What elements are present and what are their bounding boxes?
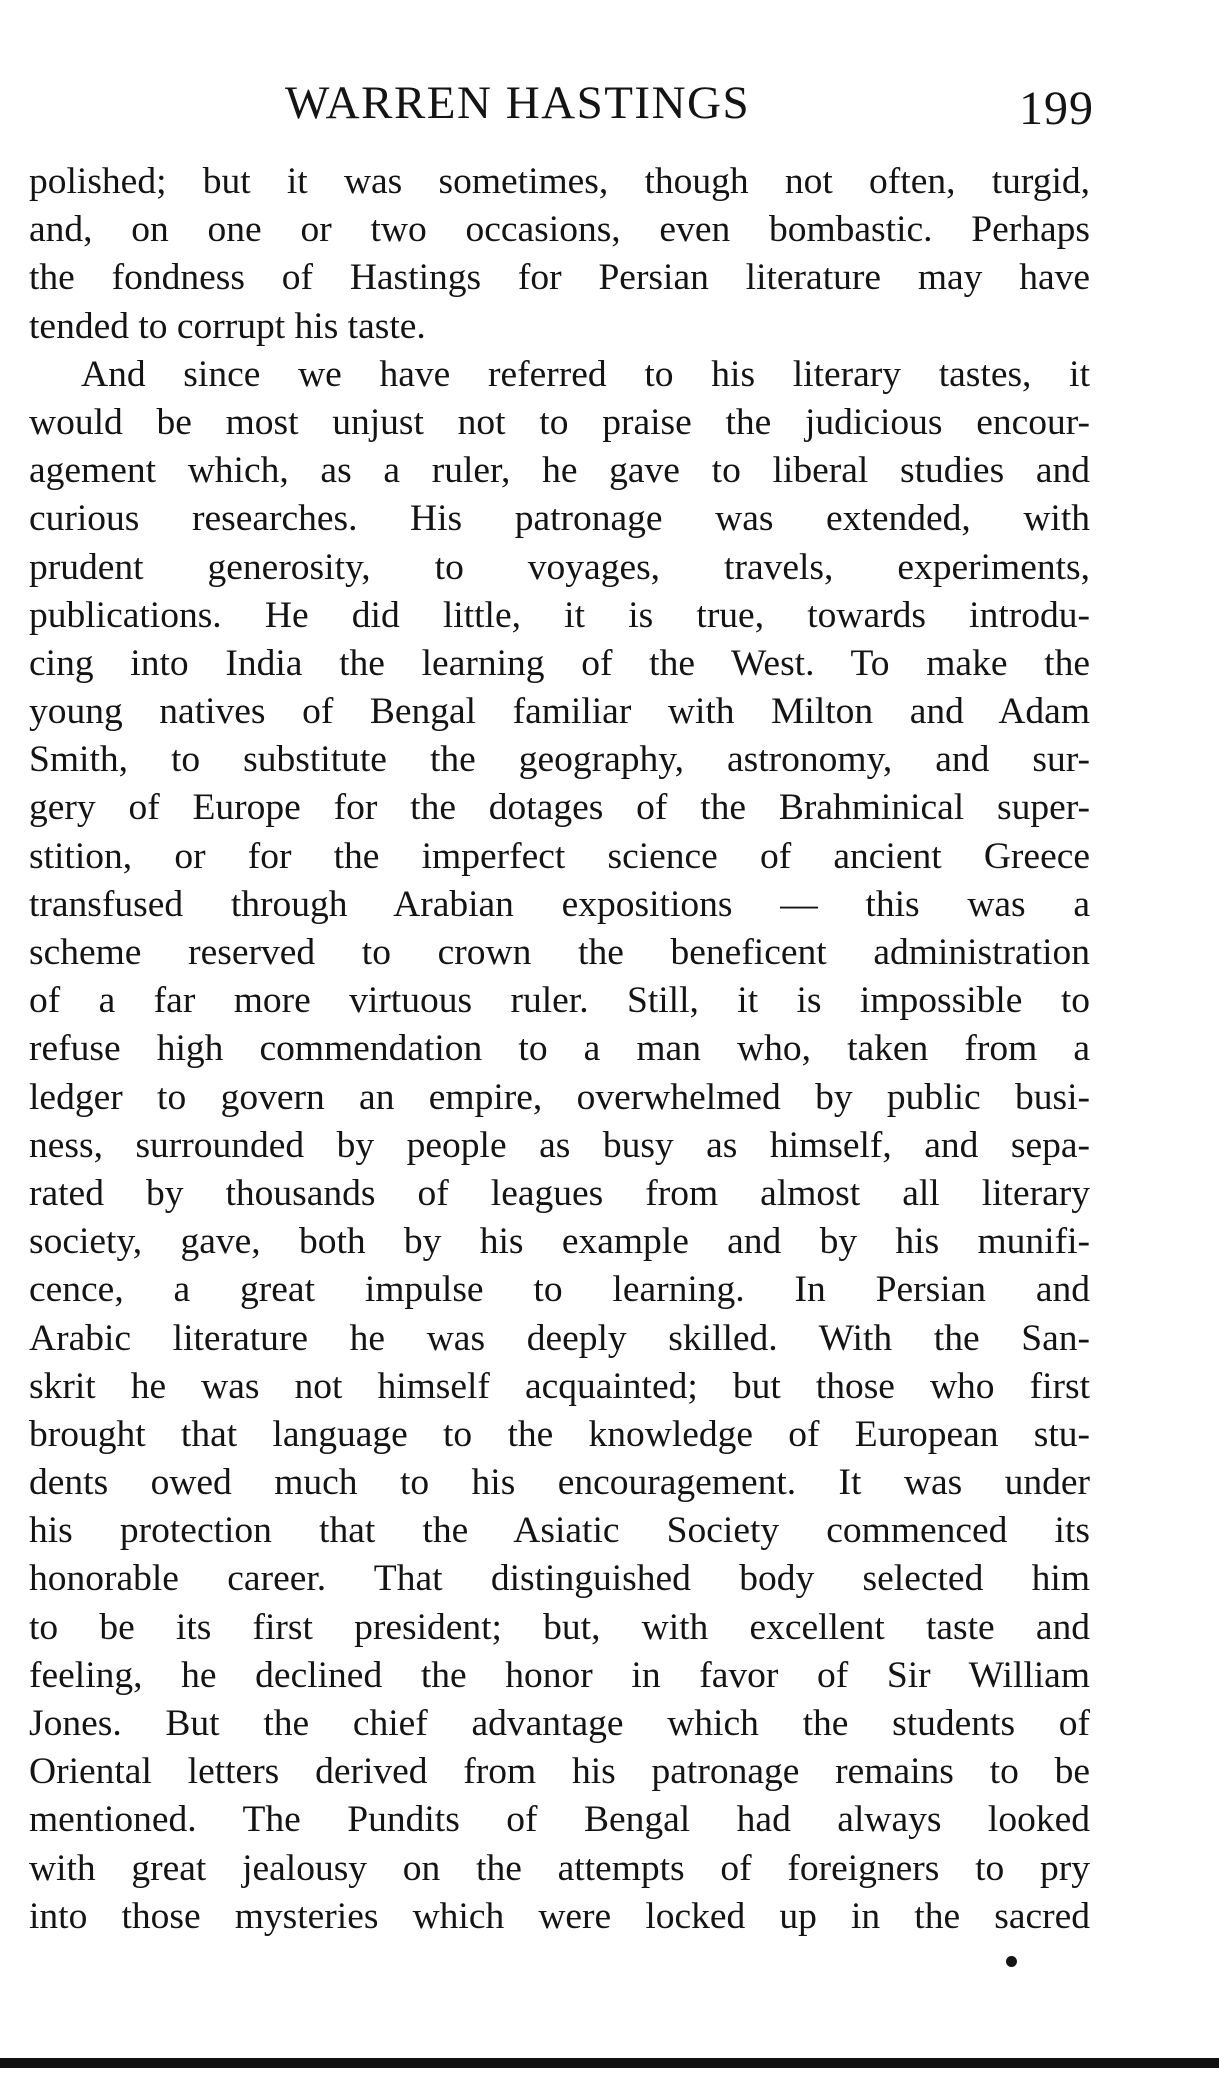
text-line: to be its first president; but, with excellent taste and [29, 1606, 1090, 1648]
text-line: Arabic literature he was deeply skilled. With the San- [29, 1317, 1090, 1359]
text-line: curious researches. His patronage was extended, with [29, 498, 1090, 540]
text-line: skrit he was not himself acquainted; but those who first [29, 1365, 1090, 1407]
text-line: transfused through Arabian expositions — this was a [29, 883, 1090, 925]
text-line: publications. He did little, it is true, towards introdu- [29, 594, 1090, 636]
text-line: his protection that the Asiatic Society commenced its [29, 1510, 1090, 1552]
paragraph-1 [29, 158, 1090, 351]
running-head: WARREN HASTINGS [285, 77, 751, 129]
text-line: Jones. But the chief advantage which the students of [29, 1703, 1090, 1744]
text-line: into those mysteries which were locked up in the sacred [29, 1895, 1090, 1937]
body-text [29, 158, 1090, 1941]
text-line: And since we have referred to his literary tastes, it [81, 353, 1090, 395]
text-line: gery of Europe for the dotages of the Brahminical super- [29, 787, 1090, 829]
text-line: prudent generosity, to voyages, travels, experiments, [29, 546, 1090, 588]
text-line: society, gave, both by his example and by his munifi- [29, 1221, 1090, 1263]
text-line: the fondness of Hastings for Persian literature may have [29, 257, 1090, 299]
text-line: refuse high commendation to a man who, taken from a [29, 1028, 1090, 1070]
page-number: 199 [1019, 82, 1094, 135]
bottom-rule [0, 2058, 1219, 2068]
text-line: young natives of Bengal familiar with Milton and Adam [29, 691, 1090, 733]
text-line: rated by thousands of leagues from almost all literary [29, 1172, 1090, 1214]
text-line: and, on one or two occasions, even bombastic. Perhaps [29, 209, 1090, 251]
page-header [0, 68, 1219, 138]
text-line: of a far more virtuous ruler. Still, it is impossible to [29, 980, 1090, 1022]
text-line: stition, or for the imperfect science of ancient Greece [29, 835, 1090, 877]
text-line: brought that language to the knowledge of European stu- [29, 1413, 1090, 1455]
text-line: agement which, as a ruler, he gave to liberal studies and [29, 450, 1090, 492]
text-line: with great jealousy on the attempts of foreigners to pry [29, 1847, 1090, 1889]
paragraph-2 [29, 351, 1090, 1941]
text-line: scheme reserved to crown the beneficent administration [29, 932, 1090, 973]
text-line: cence, a great impulse to learning. In Persian and [29, 1269, 1090, 1311]
text-line: tended to corrupt his taste. [29, 305, 426, 347]
text-line: polished; but it was sometimes, though not often, turgid, [29, 161, 1090, 202]
text-line: ness, surrounded by people as busy as himself, and sepa- [29, 1124, 1090, 1166]
ink-speck [1006, 1956, 1017, 1967]
text-line: dents owed much to his encouragement. It was under [29, 1462, 1090, 1504]
text-line: Smith, to substitute the geography, astronomy, and sur- [29, 739, 1090, 781]
text-line: would be most unjust not to praise the judicious encour- [29, 401, 1090, 443]
text-line: honorable career. That distinguished body selected him [29, 1558, 1090, 1600]
text-line: feeling, he declined the honor in favor of Sir William [29, 1654, 1090, 1696]
text-line: cing into India the learning of the West. To make the [29, 642, 1090, 684]
text-line: mentioned. The Pundits of Bengal had always looked [29, 1799, 1090, 1841]
text-line: Oriental letters derived from his patronage remains to be [29, 1751, 1090, 1793]
text-line: ledger to govern an empire, overwhelmed by public busi- [29, 1076, 1090, 1118]
